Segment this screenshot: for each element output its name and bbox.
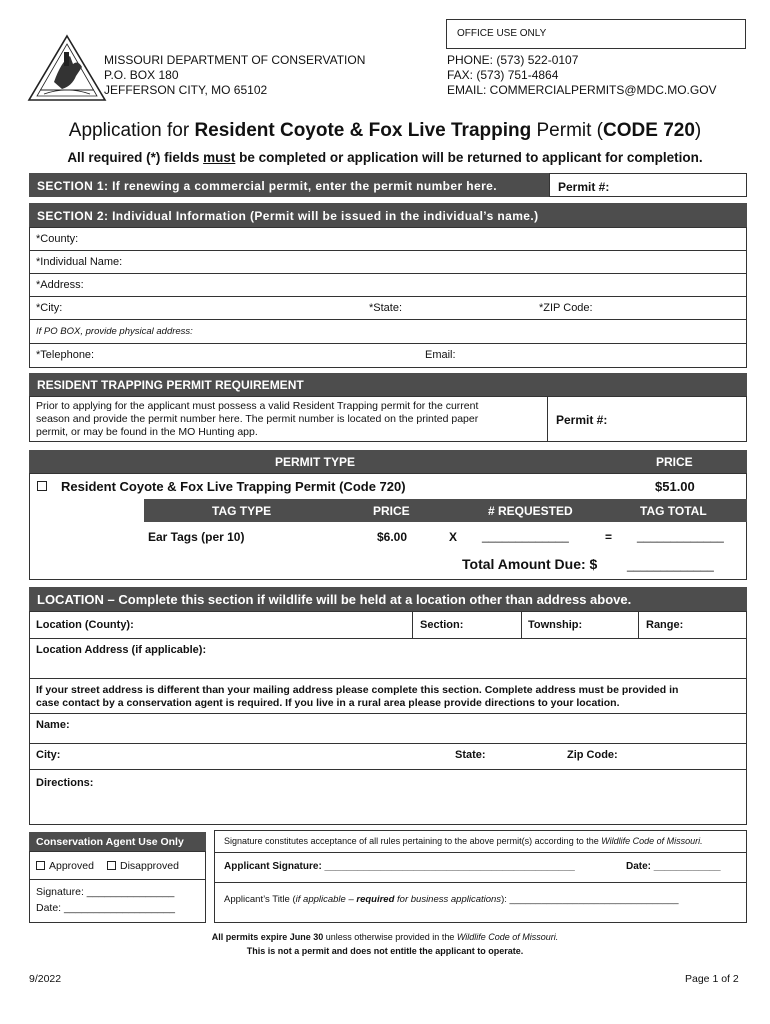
contact-fax: FAX: (573) 751-4864	[447, 68, 559, 82]
city-field[interactable]: *City:	[36, 302, 63, 314]
individual-name-field[interactable]: *Individual Name:	[36, 256, 123, 268]
total-amount-due-label: Total Amount Due: $	[462, 556, 598, 572]
agent-signature-field[interactable]: Signature: _______________	[36, 886, 175, 898]
location-range-field[interactable]: Range:	[646, 619, 684, 631]
signature-acceptance: Signature constitutes acceptance of all rules pertaining to the above permit(s) according to the Wildlife Code of Missouri.	[224, 836, 703, 846]
permit-type-header: PERMIT TYPE	[275, 455, 356, 469]
disapproved-checkbox[interactable]	[107, 861, 116, 870]
location-township-field[interactable]: Township:	[528, 619, 583, 631]
county-field[interactable]: *County:	[36, 233, 79, 245]
form-date-code: 9/2022	[29, 973, 62, 985]
expiration-notice: All permits expire June 30 unless otherwise provided in the Wildlife Code of Missouri.	[211, 932, 559, 942]
required-notice: All required (*) fields must be completed or application will be returned to applicant for completion.	[67, 150, 703, 165]
location-note-1: If your street address is different than your mailing address please complete this section. Complete address must be provided in	[36, 684, 679, 696]
permit-table-header	[29, 450, 747, 473]
state-field[interactable]: *State:	[369, 302, 403, 314]
telephone-field[interactable]: *Telephone:	[36, 349, 95, 361]
requirement-text-2: season and provide the permit number here. The permit number is located on the printed paper	[36, 413, 479, 425]
po-box-physical-address-field[interactable]: If PO BOX, provide physical address:	[36, 326, 193, 337]
approved-option[interactable]: Approved	[36, 860, 94, 872]
permit-name: Resident Coyote & Fox Live Trapping Permit (Code 720)	[61, 479, 406, 494]
mdc-seal-logo	[26, 34, 108, 104]
price-header: PRICE	[656, 455, 693, 469]
org-name: MISSOURI DEPARTMENT OF CONSERVATION	[104, 53, 366, 67]
equals-sign: =	[605, 530, 613, 544]
contact-email: EMAIL: COMMERCIALPERMITS@MDC.MO.GOV	[447, 83, 717, 97]
disapproved-option[interactable]: Disapproved	[107, 860, 179, 872]
total-amount-due-field[interactable]: _____________	[627, 558, 714, 572]
location-address-field[interactable]: Location Address (if applicable):	[36, 644, 207, 656]
contact-phone: PHONE: (573) 522-0107	[447, 53, 579, 67]
permit-price: $51.00	[655, 479, 695, 494]
requirement-text-3: permit, or may be found in the MO Hunting app.	[36, 426, 258, 438]
agent-use-heading: Conservation Agent Use Only	[29, 832, 206, 851]
applicant-title-field[interactable]: Applicant’s Title (if applicable – required for business applications): ________________________________	[224, 894, 679, 905]
location-note-2: case contact by a conservation agent is required. If you live in a rural area please provide directions to your location.	[36, 697, 620, 709]
directions-field[interactable]: Directions:	[36, 777, 94, 789]
requirement-permit-field[interactable]: Permit #:	[556, 413, 608, 427]
times-sign: X	[449, 530, 458, 544]
requested-header: # REQUESTED	[488, 504, 573, 518]
office-use-box	[446, 19, 746, 49]
location-heading: LOCATION – Complete this section if wildlife will be held at a location other than address above.	[29, 587, 747, 611]
page-title: Application for Resident Coyote & Fox Live Trapping Permit (CODE 720)	[68, 120, 702, 141]
tag-price-header: PRICE	[373, 504, 410, 518]
section2-heading: SECTION 2: Individual Information (Permit will be issued in the individual’s name.)	[29, 203, 747, 227]
tag-type-header: TAG TYPE	[212, 504, 272, 518]
location-city-field[interactable]: City:	[36, 749, 61, 761]
tag-name: Ear Tags (per 10)	[148, 530, 245, 544]
tags-requested-field[interactable]: _____________	[482, 529, 569, 543]
tag-price: $6.00	[377, 530, 408, 544]
zip-field[interactable]: *ZIP Code:	[539, 302, 593, 314]
agent-date-field[interactable]: Date: ___________________	[36, 902, 175, 914]
page-number: Page 1 of 2	[685, 973, 739, 985]
requirement-text-1: Prior to applying for the applicant must possess a valid Resident Trapping permit for the current	[36, 400, 479, 412]
org-city: JEFFERSON CITY, MO 65102	[104, 83, 268, 97]
section1-heading: SECTION 1: If renewing a commercial permit, enter the permit number here.	[29, 173, 549, 197]
email-field[interactable]: Email:	[425, 349, 456, 361]
tag-total-field[interactable]: _____________	[637, 529, 724, 543]
location-county-field[interactable]: Location (County):	[36, 619, 134, 631]
requirement-heading: RESIDENT TRAPPING PERMIT REQUIREMENT	[29, 373, 747, 396]
address-field[interactable]: *Address:	[36, 279, 84, 291]
permit-checkbox[interactable]	[37, 481, 47, 491]
location-section-field[interactable]: Section:	[420, 619, 464, 631]
section1-permit-label: Permit #:	[558, 180, 610, 194]
location-name-field[interactable]: Name:	[36, 719, 70, 731]
location-zip-field[interactable]: Zip Code:	[567, 749, 618, 761]
approved-checkbox[interactable]	[36, 861, 45, 870]
office-use-label: OFFICE USE ONLY	[457, 28, 547, 39]
section2-table	[29, 227, 747, 368]
section1-permit-field[interactable]	[549, 173, 747, 197]
location-state-field[interactable]: State:	[455, 749, 486, 761]
not-a-permit-notice: This is not a permit and does not entitle the applicant to operate.	[246, 946, 524, 956]
applicant-date-field[interactable]: Date: ____________	[626, 861, 721, 872]
org-pobox: P.O. BOX 180	[104, 68, 179, 82]
tag-total-header: TAG TOTAL	[640, 504, 707, 518]
applicant-signature-field[interactable]: Applicant Signature: _____________________________________________	[224, 861, 575, 872]
tag-table-header	[144, 499, 747, 522]
